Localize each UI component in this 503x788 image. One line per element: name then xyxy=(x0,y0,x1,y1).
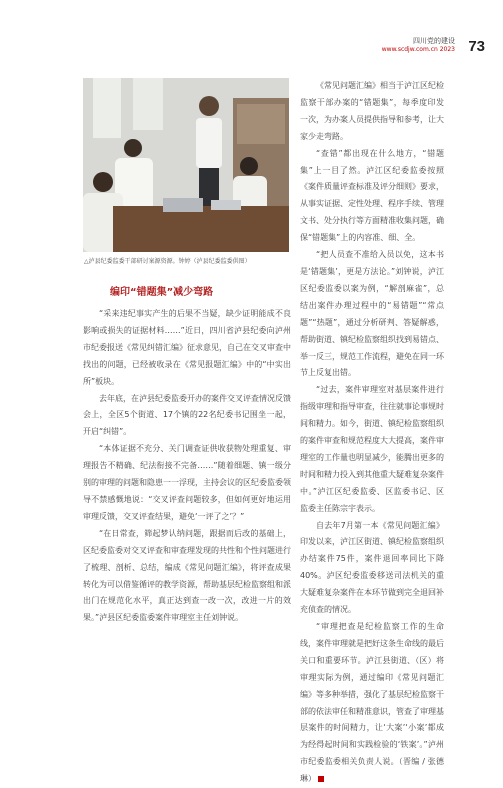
right-paragraph-2: “查错”都出现在什么地方，“错题集”上一目了然。泸江区纪委监委按照《案件质量评查标准及评分细则》要求，从事实证据、定性处理、程序手续、管理文书、处分执行等方面精准收集问题，确保“错题集”上的内容准、细、全。 xyxy=(300,148,444,243)
magazine-title: 四川党的建设 xyxy=(413,37,455,45)
article-photo xyxy=(83,78,289,252)
left-column xyxy=(83,306,291,627)
office-meeting-photo xyxy=(83,78,289,252)
left-paragraph-1: “采来违纪事实产生的后果不当疑，缺少证明能成不良影响或损失的证据材料……”近日，四川省泸县纪委向泸州市纪委报送《常见纠错汇编》征求意见，自己在交叉审查中找出的问题，已经被收录在《常见报题汇编》中的“中实出所”板块。 xyxy=(83,309,291,386)
left-paragraph-2: 去年底，在泸县纪委监委开办的案件交叉评查情况反馈会上，全区5个街道、17个镇的22名纪委书记围坐一起，开启“纠错”。 xyxy=(83,393,291,437)
right-paragraph-6 xyxy=(300,619,444,788)
page-number: 73 xyxy=(468,38,485,55)
right-paragraph-6-text: “审理把查是纪检监察工作的生命线，案件审理就是把好这条生命线的最后关口和重要环节。泸江县街道、（区）将审理实际为例，通过编印《常见问题汇编》等多种举措，强化了基层纪检监察干部的依法审任和精准意识，管查了审理基层案件的时间精力，让‘大案’‘小案’都成为经得起时间和实践检验的‘铁案’。”泸州市纪委监委相关负责人说。（晋编 / 张德琳） xyxy=(300,622,444,784)
right-paragraph-5: 自去年7月第一本《常见问题汇编》印发以来，泸江区街道、镇纪检监察组织办结案件75件，案件退回率同比下降40%。泸区纪委监委移送司法机关的重大疑难复杂案件在本环节做到完全退回补充侦查的情况。 xyxy=(300,520,444,615)
end-mark-icon xyxy=(318,776,324,782)
section-heading: 编印“错题集”减少弯路 xyxy=(110,287,214,298)
left-paragraph-4: “在日常查，筛起梦认纳问题，跟据而后改的基础上，区纪委监委对交叉评查和审查理发现的共性和个性问题进行了梳理、剖析、总结，编成《常见问题汇编》，将评查成果转化为可以借鉴循评的教学资源，帮助基层纪检监察组和派出门在规范化水平，真正达到查一改一次，改进一片的效果。”泸县区纪委监委案件审理室主任刘钟说。 xyxy=(83,528,291,623)
right-column xyxy=(300,78,444,788)
right-paragraph-4: “过去，案件审理室对基层案件进行指级审理和指导审查，往往就事论事规时间和精力。如今，街道、镇纪检监察组织的案件审查和规范程度大大提高，案件审理室的工作量也明显减少，能腾出更多的时间和精力投入到其他重大疑难复杂案件中。”泸江区纪委监委、区监委书记、区监委主任陈宗宇表示。 xyxy=(300,385,444,513)
right-paragraph-1: 《常见问题汇编》相当于泸江区纪检监察干部办案的“错题集”，每季度印发一次，为办案人员提供指导和参考，让大家少走弯路。 xyxy=(300,81,444,141)
left-paragraph-3: “本体证据不充分、关门调查证供收获物处理重复、审理报告不精确、纪法衔接不完备……”随着细题、镇一级分别的审理的问题和隐患一一浮现，主持会议的区纪委监委领导不禁感慨地说：“交叉评查问题较多，但如何更好地运用审理反馈，交叉评查结果，避免‘一评了之’？” xyxy=(83,444,291,521)
magazine-url: www.scdjw.com.cn 2023 xyxy=(381,46,455,53)
photo-caption: △泸县纪委监委干部研讨案源资源。钟婷（泸县纪委监委供图） xyxy=(84,258,251,265)
right-paragraph-3: “把人员查不准给入员以免，这本书是‘错题集’，更是方法论。”刘钟说，泸江区纪委监委以案为例，“解剖麻雀”，总结出案件办理过程中的“易错题”“常点题”“热题”，通过分析研判、答疑解惑，帮助街道、镇纪检监察组织找到易错点、举一反三，规范工作流程，避免在同一环节上反复出错。 xyxy=(300,250,444,378)
